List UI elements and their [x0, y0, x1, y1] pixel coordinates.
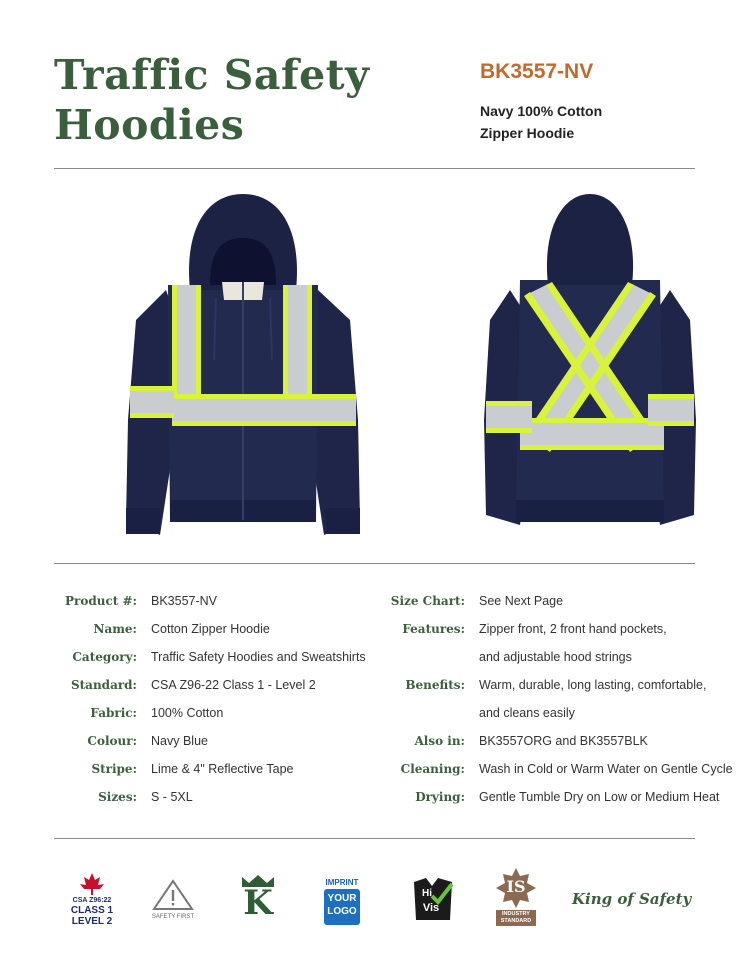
- divider-bottom: [54, 838, 695, 839]
- spec-row: [0, 650, 366, 670]
- spec-label: Category:: [72, 650, 137, 664]
- spec-label: Stripe:: [91, 762, 137, 776]
- spec-value: Navy Blue: [151, 734, 208, 748]
- spec-row: [0, 594, 360, 614]
- spec-value: and adjustable hood strings: [479, 650, 632, 664]
- spec-value: See Next Page: [479, 594, 564, 608]
- king-of-safety-logo: King of Safety: [572, 890, 692, 908]
- spec-value: Zipper front, 2 front hand pockets,: [479, 622, 667, 636]
- is-letters: IS: [506, 877, 526, 896]
- spec-row: [360, 622, 750, 642]
- spec-row: [0, 678, 360, 698]
- safety-first-label: SAFETY FIRST: [151, 914, 195, 920]
- spec-value: BK3557-NV: [151, 594, 218, 608]
- spec-row: [0, 706, 360, 726]
- spec-value: CSA Z96-22 Class 1 - Level 2: [151, 678, 316, 692]
- spec-value: S - 5XL: [151, 790, 193, 804]
- spec-value: Cotton Zipper Hoodie: [151, 622, 270, 636]
- maple-leaf-icon: [80, 873, 104, 895]
- page-title: [54, 50, 369, 150]
- spec-value: Traffic Safety Hoodies and Sweatshirts: [151, 650, 366, 664]
- spec-label: Benefits:: [405, 678, 465, 692]
- industry-standard-logo: [494, 866, 538, 928]
- divider-middle: [54, 563, 695, 564]
- imprint-label: IMPRINT: [325, 878, 359, 887]
- safety-first-logo: [150, 878, 196, 928]
- spec-value: Lime & 4" Reflective Tape: [151, 762, 294, 776]
- divider-top: [54, 168, 695, 169]
- spec-row: [360, 678, 750, 698]
- product-subtitle: [480, 100, 680, 144]
- spec-label: Features:: [402, 622, 465, 636]
- csa-class-label: CLASS 1: [70, 905, 114, 916]
- industry-label: INDUSTRY: [502, 911, 530, 917]
- vis-label: Vis: [422, 902, 440, 914]
- spec-value: Warm, durable, long lasting, comfortable,: [479, 678, 707, 692]
- spec-row: [0, 622, 360, 642]
- imprint-your-label: YOUR: [327, 893, 357, 904]
- title-line-2: Hoodies: [54, 101, 245, 149]
- title-line-1: Traffic Safety: [54, 51, 370, 99]
- hi-vis-logo: [408, 874, 458, 924]
- spec-value: 100% Cotton: [151, 706, 224, 720]
- spec-label: Also in:: [414, 734, 465, 748]
- standard-label: STANDARD: [500, 918, 532, 924]
- spec-label: Product #:: [65, 594, 137, 608]
- spec-value: BK3557ORG and BK3557BLK: [479, 734, 648, 748]
- spec-row: [360, 790, 750, 810]
- hi-vis-vest-icon: [408, 874, 458, 924]
- spec-value: Wash in Cold or Warm Water on Gentle Cycle: [479, 762, 733, 776]
- hoodie-back-image: [480, 190, 700, 530]
- subtitle-line-1: Navy 100% Cotton: [480, 103, 603, 119]
- spec-label: Cleaning:: [400, 762, 465, 776]
- spec-row: [360, 706, 750, 726]
- spec-row: [360, 734, 750, 754]
- hi-label: Hi: [422, 888, 432, 899]
- hoodie-front-image: [118, 190, 368, 545]
- certification-logos: [54, 860, 695, 940]
- spec-label: Fabric:: [90, 706, 137, 720]
- warning-triangle-icon: [150, 878, 196, 912]
- spec-label: Sizes:: [98, 790, 137, 804]
- spec-label: Standard:: [70, 678, 137, 692]
- spec-row: [0, 762, 360, 782]
- k-letter: K: [243, 883, 273, 923]
- spec-value: Gentle Tumble Dry on Low or Medium Heat: [479, 790, 720, 804]
- spec-label: Name:: [93, 622, 137, 636]
- spec-row: [0, 790, 360, 810]
- spec-row: [360, 650, 750, 670]
- spec-label: Size Chart:: [390, 594, 465, 608]
- spec-row: [360, 594, 750, 614]
- subtitle-line-2: Zipper Hoodie: [480, 125, 575, 141]
- imprint-logo: [322, 878, 362, 928]
- spec-row: [0, 734, 360, 754]
- csa-level-label: LEVEL 2: [71, 916, 113, 927]
- product-sku: BK3557-NV: [480, 60, 594, 83]
- csa-standard-label: CSA Z96:22: [72, 897, 112, 904]
- spec-value: and cleans easily: [479, 706, 575, 720]
- spec-label: Drying:: [415, 790, 465, 804]
- spec-label: Colour:: [87, 734, 137, 748]
- k-brand-logo: [238, 874, 278, 926]
- csa-logo: [62, 872, 122, 932]
- spec-row: [360, 762, 750, 782]
- imprint-logo-label: LOGO: [327, 906, 357, 917]
